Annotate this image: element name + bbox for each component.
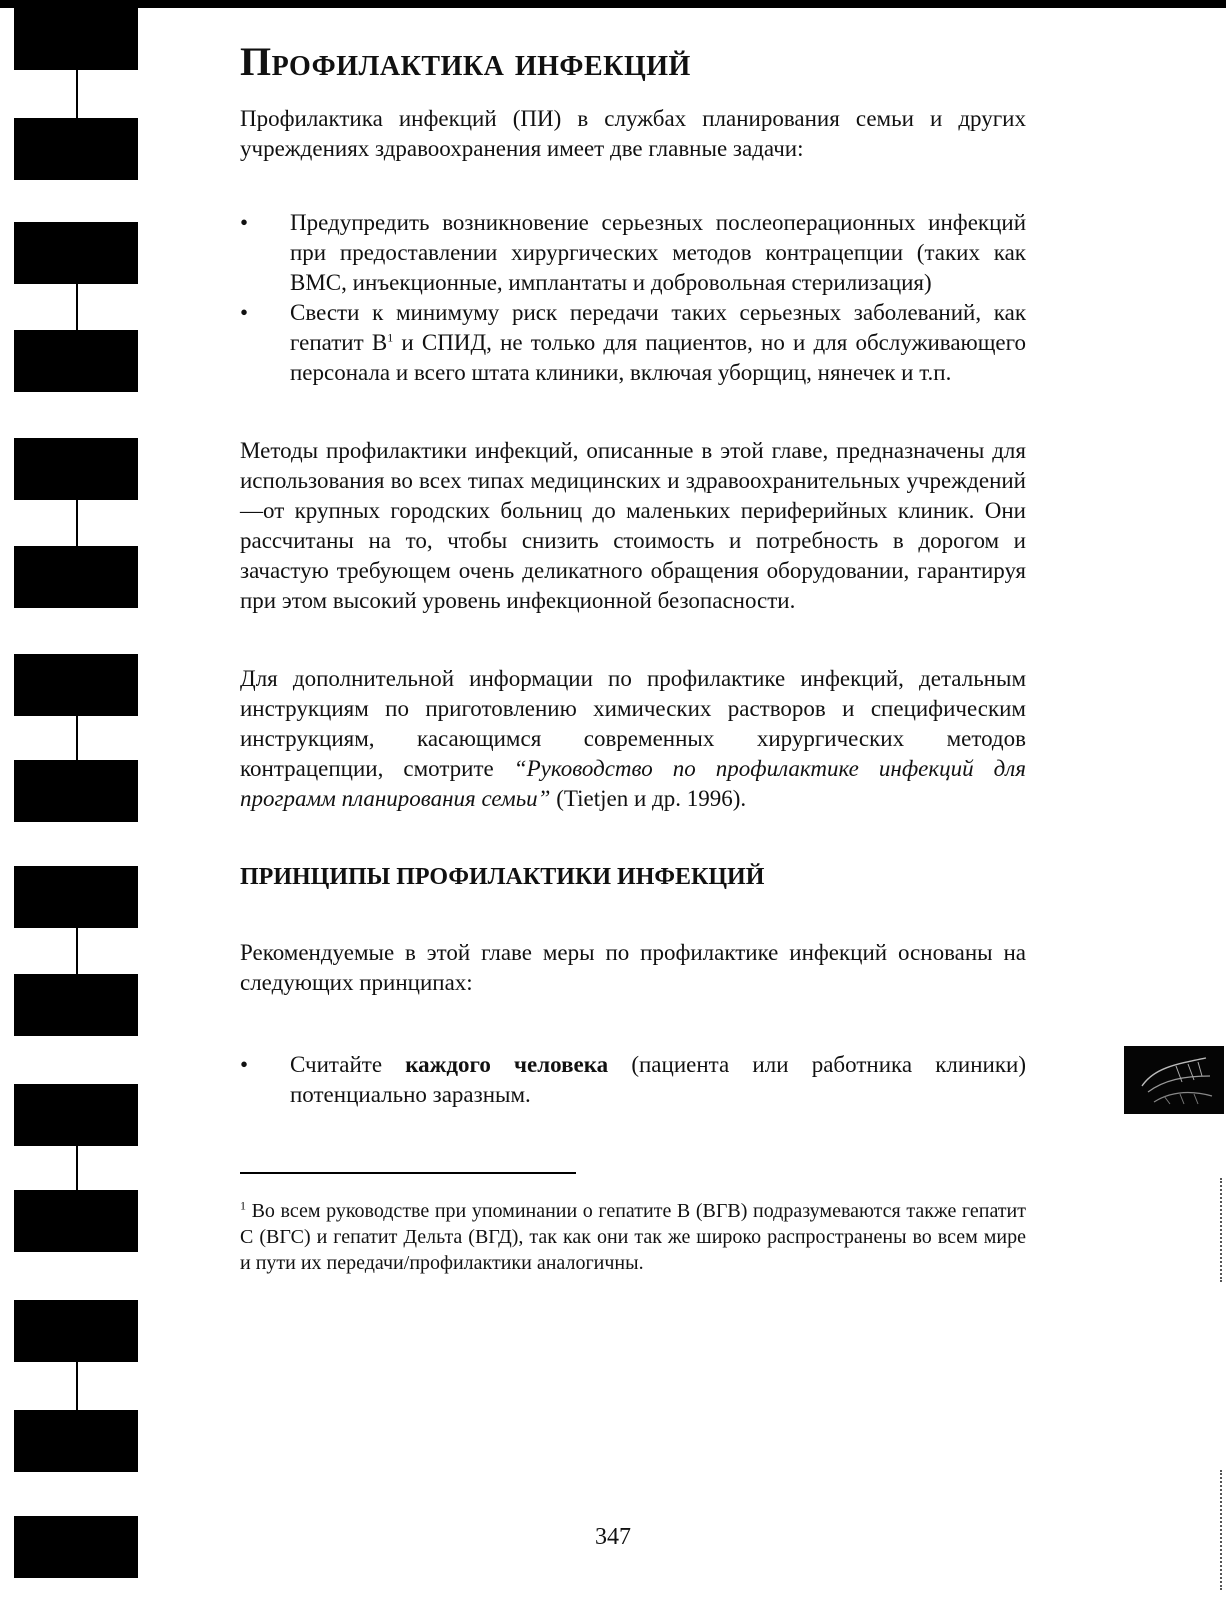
list-item — [240, 298, 1026, 388]
intro-paragraph: Профилактика инфекций (ПИ) в службах планирования семьи и других учреждениях здравоохранения имеет две главные задачи: — [240, 106, 1026, 161]
binding-wire — [76, 284, 78, 330]
binding-wire — [76, 1362, 78, 1410]
footnote-reference[interactable]: 1 — [387, 330, 394, 345]
footnote-text: Во всем руководстве при упоминании о гепатите В (ВГВ) подразумеваются также гепатит С (ВГС) и гепатит Дельта (ВГД), так как они так же широко распространены во всем мире и пути их передачи/профилактики аналогичны. — [240, 1200, 1026, 1274]
list-item — [240, 208, 1026, 298]
page-number: 347 — [595, 1524, 631, 1550]
bullet-icon: • — [240, 210, 249, 235]
list-item-text: (пациента или работника клиники) потенциально заразным. — [290, 1052, 1026, 1107]
list-item-text: и СПИД, не только для пациентов, но и для обслуживающего персонала и всего штата клиники, включая уборщиц, нянечек и т.п. — [290, 330, 1026, 385]
spiral-binding — [14, 0, 140, 1600]
binding-hole — [14, 8, 138, 70]
binding-hole — [14, 1190, 138, 1252]
binding-hole — [14, 438, 138, 500]
emphasis-text: каждого человека — [405, 1052, 609, 1077]
reference-citation: (Tietjen и др. 1996). — [550, 786, 747, 811]
principles-intro: Рекомендуемые в этой главе меры по профилактике инфекций основаны на следующих принципах: — [240, 940, 1026, 995]
binding-hole — [14, 760, 138, 822]
chapter-tab-sketch-icon — [1124, 1046, 1224, 1114]
list-item-text: Предупредить возникновение серьезных послеоперационных инфекций при предоставлении хирургических методов контрацепции (таких как ВМС, инъекционные, имплантаты и добровольная стерилизация) — [290, 210, 1026, 295]
principles-list — [240, 1050, 1026, 1110]
binding-hole — [14, 1410, 138, 1472]
footnote-mark: 1 — [240, 1198, 246, 1213]
right-margin-marks — [1220, 1178, 1224, 1282]
binding-wire — [76, 928, 78, 974]
binding-hole — [14, 330, 138, 392]
binding-wire — [76, 70, 78, 118]
binding-hole — [14, 1084, 138, 1146]
footnote-divider — [240, 1172, 576, 1174]
list-item — [240, 1050, 1026, 1110]
section-heading: ПРИНЦИПЫ ПРОФИЛАКТИКИ ИНФЕКЦИЙ — [240, 864, 765, 890]
document-page — [240, 38, 1026, 1276]
list-item-text: Свести к минимуму риск передачи таких серьезных заболеваний, как гепатит В — [290, 300, 1026, 355]
binding-hole — [14, 222, 138, 284]
more-info-paragraph — [240, 664, 1026, 814]
footnote — [240, 1198, 1026, 1276]
binding-hole — [14, 546, 138, 608]
binding-hole — [14, 866, 138, 928]
binding-wire — [76, 1146, 78, 1190]
chapter-tab-marker — [1124, 1046, 1224, 1114]
reference-title: “Руководство по профилактике инфекций для программ планирования семьи” — [240, 756, 1026, 811]
goals-list — [240, 208, 1026, 388]
binding-wire — [76, 500, 78, 546]
binding-hole — [14, 654, 138, 716]
binding-hole — [14, 118, 138, 180]
bullet-icon: • — [240, 1052, 249, 1077]
list-item-text: Считайте — [290, 1052, 406, 1077]
bullet-icon: • — [240, 300, 249, 325]
binding-hole — [14, 974, 138, 1036]
page-top-edge — [0, 0, 1226, 8]
binding-hole — [14, 1300, 138, 1362]
methods-paragraph: Методы профилактики инфекций, описанные в этой главе, предназначены для использования во всех типах медицинских и здравоохранительных учреждений—от крупных городских больниц до маленьких периферийных клиник. Они рассчитаны на то, чтобы снизить стоимость и потребность в дорогом и зачастую требующем очень деликатного обращения оборудовании, гарантируя при этом высокий уровень инфекционной безопасности. — [240, 438, 1026, 613]
more-info-text: Для дополнительной информации по профилактике инфекций, детальным инструкциям по приготовлению химических растворов и специфическим инструкциям, касающимся современных хирургических методов контрацепции, смотрите — [240, 666, 1026, 781]
page-title: Профилактика инфекций — [240, 39, 691, 84]
binding-wire — [76, 716, 78, 760]
